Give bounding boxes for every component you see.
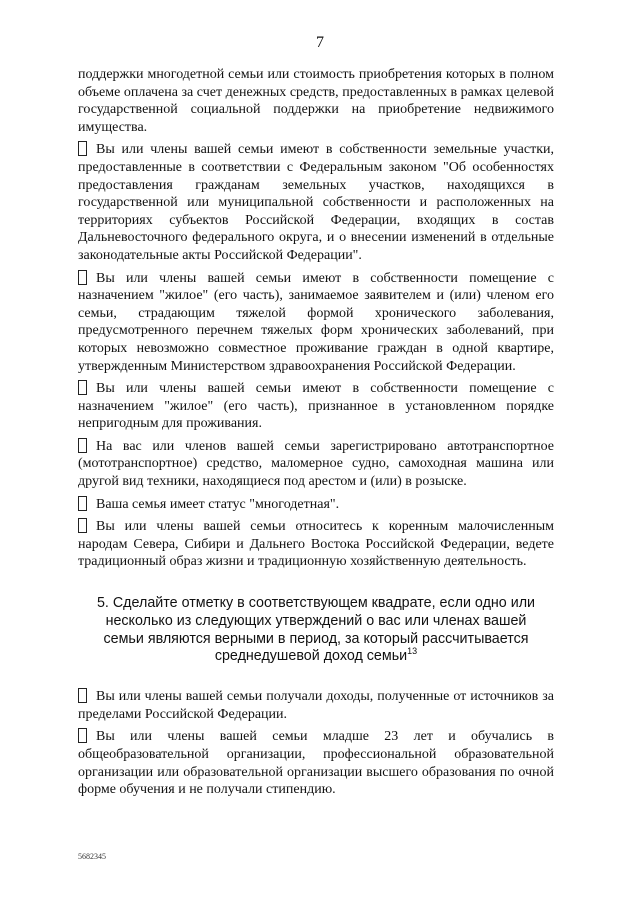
option-item bbox=[78, 141, 554, 264]
option-item bbox=[78, 380, 554, 433]
option-text: Вы или члены вашей семьи младше 23 лет и обучались в общеобразовательной организации, профессиональной образовательной организации или образовательной организации высшего образования по очной форме обучения и не получали стипендию. bbox=[78, 729, 554, 798]
option-text: Вы или члены вашей семьи относитесь к коренным малочисленным народам Севера, Сибири и Дальнего Востока Российской Федерации, ведете традиционный образ жизни и традиционную хозяйственную деятельность. bbox=[78, 519, 554, 570]
document-code: 5682345 bbox=[78, 852, 106, 861]
option-text: Вы или члены вашей семьи имеют в собственности помещение с назначением "жилое" (его часть), признанное в установленном порядке непригодным для проживания. bbox=[78, 381, 554, 432]
checkbox[interactable] bbox=[78, 270, 87, 285]
option-text: Ваша семья имеет статус "многодетная". bbox=[96, 496, 340, 512]
document-body bbox=[78, 66, 554, 799]
option-text: Вы или члены вашей семьи получали доходы, полученные от источников за пределами Российской Федерации. bbox=[78, 689, 554, 722]
option-text: Вы или члены вашей семьи имеют в собственности помещение с назначением "жилое" (его часть), занимаемое заявителем и (или) членом его семьи, страдающим тяжелой формой хронического заболевания, предусмотренного перечнем тяжелых форм хронических заболеваний, при которых невозможно совместное проживание граждан в одной квартире, утвержденным Министерством здравоохранения Российской Федерации. bbox=[78, 270, 554, 374]
option-item bbox=[78, 438, 554, 491]
checkbox[interactable] bbox=[78, 688, 87, 703]
option-item bbox=[78, 688, 554, 723]
option-text: На вас или членов вашей семьи зарегистрировано автотранспортное (мототранспортное) средство, маломерное судно, самоходная машина или другой вид техники, находящиеся под арестом и (или) в розыске. bbox=[78, 438, 554, 490]
footnote-marker: 13 bbox=[407, 646, 418, 657]
option-item bbox=[78, 728, 554, 798]
checkbox[interactable] bbox=[78, 518, 87, 533]
continuation-paragraph: поддержки многодетной семьи или стоимость приобретения которых в полном объеме оплачена за счет денежных средств, предоставленных в рамках целевой государственной социальной поддержки на приобретение недвижимого имущества. bbox=[78, 67, 554, 135]
option-item bbox=[78, 518, 554, 571]
section-5-text: 5. Сделайте отметку в соответствующем квадрате, если одно или несколько из следующих утверждений о вас или членах вашей семьи являются верными в период, за который рассчитывается среднедушевой доход семьи bbox=[96, 595, 536, 665]
checkbox[interactable] bbox=[78, 496, 87, 511]
section-5-heading bbox=[78, 595, 554, 666]
option-text: Вы или члены вашей семьи имеют в собственности земельные участки, предоставленные в соответствии с Федеральным законом "Об особенностях предоставления гражданам земельных участков, находящихся в государственной или муниципальной собственности и расположенных на территориях субъектов Российской Федерации, входящих в состав Дальневосточного федерального округа, и о внесении изменений в отдельные законодательные акты Российской Федерации". bbox=[78, 142, 554, 263]
option-item bbox=[78, 270, 554, 376]
checkbox[interactable] bbox=[78, 728, 87, 743]
checkbox[interactable] bbox=[78, 438, 87, 453]
option-item bbox=[78, 496, 554, 514]
checkbox[interactable] bbox=[78, 380, 87, 395]
page-number: 7 bbox=[316, 34, 324, 51]
checkbox[interactable] bbox=[78, 141, 87, 156]
